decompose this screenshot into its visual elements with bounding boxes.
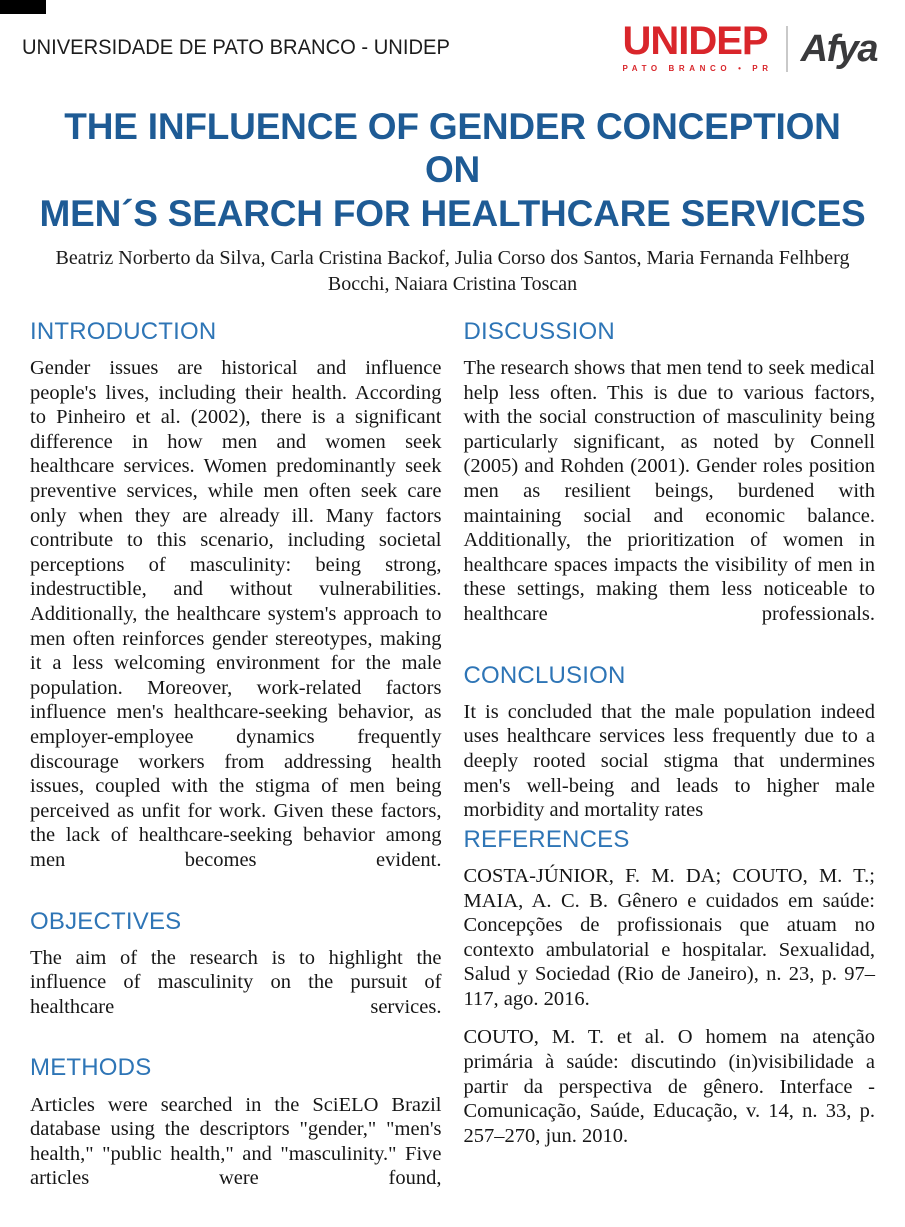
discussion-heading: DISCUSSION xyxy=(463,317,615,345)
reference-item: COUTO, M. T. et al. O homem na atenção primária à saúde: discutindo (in)visibilidade a partir da perspectiva de gênero. Interface - Comunicação, Saúde, Educação, v. 14, n. 33, p. 257–270, jun. 2010. xyxy=(463,1026,875,1147)
unidep-logo-text: UNIDEP xyxy=(622,19,768,63)
reference-item: COSTA-JÚNIOR, F. M. DA; COUTO, M. T.; MAIA, A. C. B. Gênero e cuidados em saúde: Concepções de profissionais que atuam no contexto ambulatorial e hospitalar. Sexualidad, Salud y Sociedad (Rio de Janeiro), n. 23, p. 97–117, ago. 2016. xyxy=(463,864,875,1010)
section-introduction xyxy=(30,319,442,873)
authors-list: Beatriz Norberto da Silva, Carla Cristina Backof, Julia Corso dos Santos, Maria Fernanda Felhberg Bocchi, Naiara Cristina Toscan xyxy=(55,246,850,295)
conclusion-text: It is concluded that the male population indeed uses healthcare services less frequently due to a deeply rooted social stigma that undermines men's well-being and leads to higher male morbidity and mortality rates xyxy=(463,700,875,822)
left-column xyxy=(30,319,442,1227)
references-heading: REFERENCES xyxy=(463,825,630,853)
methods-heading: METHODS xyxy=(30,1054,152,1082)
discussion-text: The research shows that men tend to seek medical help less often. This is due to various factors, with the social construction of masculinity being particularly significant, as noted by Connell (2005) and Rohden (2001). Gender roles position men as resilient beings, burdened with maintaining social and economic balance. Additionally, the prioritization of women in healthcare spaces impacts the visibility of men in these settings, making them less noticeable to healthcare professionals. xyxy=(463,357,875,625)
section-objectives xyxy=(30,909,442,1020)
introduction-heading: INTRODUCTION xyxy=(30,317,217,345)
section-conclusion xyxy=(464,663,876,823)
unidep-logo-tagline: PATO BRANCO • PR xyxy=(622,64,773,73)
methods-text: Articles were searched in the SciELO Brazil database using the descriptors "gender," "men's health," "public health," and "masculinity." Five articles were found, xyxy=(30,1093,442,1190)
unidep-afya-logo xyxy=(622,19,877,73)
right-column xyxy=(464,319,876,1227)
objectives-heading: OBJECTIVES xyxy=(30,907,182,935)
section-references xyxy=(464,827,876,1149)
conclusion-heading: CONCLUSION xyxy=(463,661,626,689)
poster-title-line2: MEN´S SEARCH FOR HEALTHCARE SERVICES xyxy=(39,192,866,234)
afya-logo-text: Afya xyxy=(800,27,877,70)
section-discussion xyxy=(464,319,876,627)
introduction-text: Gender issues are historical and influence people's lives, including their health. According to Pinheiro et al. (2002), there is a significant difference in how men and women seek healthcare services. Women predominantly seek preventive services, while men often seek care only when they are already ill. Many factors contribute to this scenario, including societal perceptions of masculinity: being strong, indestructible, and without vulnerabilities. Additionally, the healthcare system's approach to men often reinforces gender stereotypes, making it a less welcoming environment for the male population. Moreover, work-related factors influence men's healthcare-seeking behavior, as employer-employee dynamics frequently discourage workers from addressing health issues, coupled with the stigma of men being perceived as unfit for work. Given these factors, the lack of healthcare-seeking behavior among men becomes evident. xyxy=(30,357,442,871)
poster-title-line1: THE INFLUENCE OF GENDER CONCEPTION ON xyxy=(64,106,841,191)
logo-divider xyxy=(786,26,788,72)
section-methods xyxy=(30,1055,442,1191)
poster-columns xyxy=(0,319,905,1227)
page-header xyxy=(0,0,905,73)
poster-title xyxy=(34,105,871,235)
university-name: UNIVERSIDADE DE PATO BRANCO - UNIDEP xyxy=(22,36,450,59)
unidep-logo xyxy=(622,19,773,73)
objectives-text: The aim of the research is to highlight the influence of masculinity on the pursuit of healthcare services. xyxy=(30,946,442,1018)
scan-corner-mark xyxy=(0,0,46,14)
